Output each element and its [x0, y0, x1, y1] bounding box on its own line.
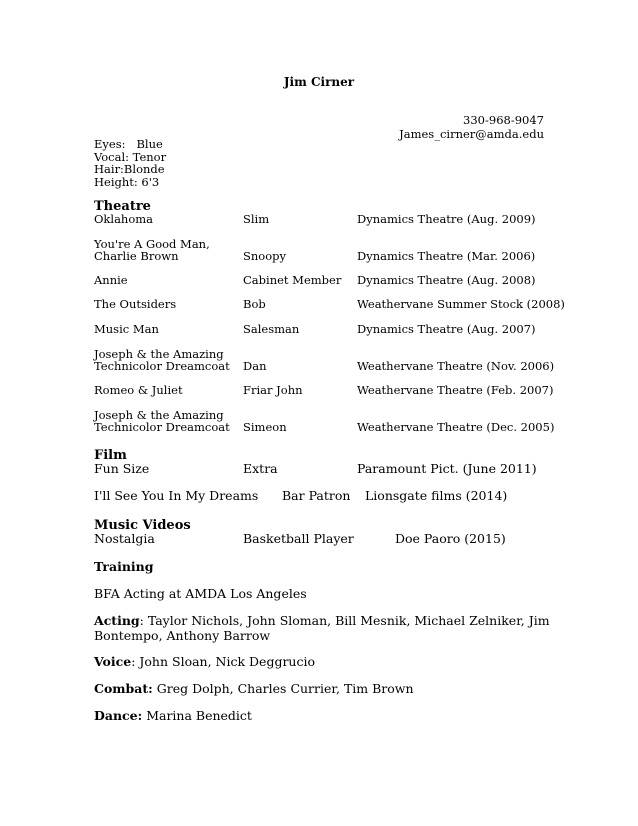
show-title: The Outsiders	[94, 297, 177, 311]
role: Simeon	[243, 420, 287, 434]
role: Friar John	[243, 383, 303, 397]
show-title: Romeo & Juliet	[94, 383, 183, 397]
role: Basketball Player	[243, 531, 354, 546]
stat-eyes: Eyes: Blue	[94, 137, 163, 151]
contact-phone: 330-968-9047	[463, 113, 544, 127]
role: Extra	[243, 461, 278, 476]
training-combat	[94, 681, 554, 696]
role: Snoopy	[243, 249, 286, 263]
venue: Dynamics Theatre (Aug. 2008)	[357, 273, 536, 287]
role: Bob	[243, 297, 266, 311]
training-label: Acting	[94, 613, 140, 628]
training-voice	[94, 654, 554, 669]
show-title: Fun Size	[94, 461, 150, 476]
physical-stats	[94, 138, 166, 188]
show-title: Nostalgia	[94, 531, 155, 546]
training-acting	[94, 613, 554, 643]
venue: Doe Paoro (2015)	[395, 531, 506, 546]
training-label: Voice	[94, 654, 132, 669]
music-videos-heading: Music Videos	[94, 518, 191, 533]
degree: BFA Acting at AMDA Los Angeles	[94, 586, 307, 601]
training-heading: Training	[94, 559, 154, 574]
venue: Paramount Pict. (June 2011)	[357, 461, 537, 476]
film-heading: Film	[94, 448, 127, 463]
stat-height: Height: 6'3	[94, 174, 160, 189]
role: Slim	[243, 212, 270, 226]
show-title: I'll See You In My Dreams	[94, 488, 259, 503]
training-teachers: Greg Dolph, Charles Currier, Tim Brown	[156, 681, 414, 696]
resume-name: Jim Cirner	[283, 75, 355, 89]
stat-vocal: Vocal: Tenor	[94, 149, 167, 164]
show-title: Annie	[94, 273, 128, 287]
role: Cabinet Member	[243, 273, 342, 287]
contact-email: James_cirner@amda.edu	[399, 127, 544, 141]
venue: Dynamics Theatre (Aug. 2007)	[357, 322, 536, 336]
show-title: Oklahoma	[94, 212, 154, 226]
training-teachers: John Sloan, Nick Deggrucio	[139, 654, 315, 669]
venue: Dynamics Theatre (Mar. 2006)	[357, 249, 536, 263]
show-title: Technicolor Dreamcoat	[94, 359, 230, 373]
training-label: Dance:	[94, 708, 143, 723]
show-title: Charlie Brown	[94, 249, 179, 263]
role: Salesman	[243, 322, 300, 336]
venue: Weathervane Theatre (Feb. 2007)	[357, 383, 554, 397]
theatre-heading: Theatre	[94, 199, 151, 214]
venue: Weathervane Theatre (Dec. 2005)	[357, 420, 555, 434]
training-teachers: Marina Benedict	[146, 708, 252, 723]
training-teachers: Taylor Nichols, John Sloman, Bill Mesnik, Michael Zelniker, Jim Bontempo, Anthony Barrow	[94, 613, 550, 643]
role: Bar Patron	[282, 488, 351, 503]
training-label: Combat:	[94, 681, 153, 696]
separator: :	[139, 613, 148, 628]
show-title: Joseph & the Amazing	[94, 347, 224, 361]
venue: Weathervane Summer Stock (2008)	[357, 297, 565, 311]
separator: :	[131, 654, 140, 669]
venue: Lionsgate films (2014)	[365, 488, 508, 503]
show-title: Joseph & the Amazing	[94, 408, 224, 422]
show-title: Technicolor Dreamcoat	[94, 420, 230, 434]
role: Dan	[243, 359, 267, 373]
show-title: Music Man	[94, 322, 159, 336]
venue: Weathervane Theatre (Nov. 2006)	[357, 359, 555, 373]
stat-hair: Hair:Blonde	[94, 162, 165, 176]
training-dance	[94, 708, 554, 723]
venue: Dynamics Theatre (Aug. 2009)	[357, 212, 536, 226]
show-title: You're A Good Man,	[94, 237, 210, 251]
